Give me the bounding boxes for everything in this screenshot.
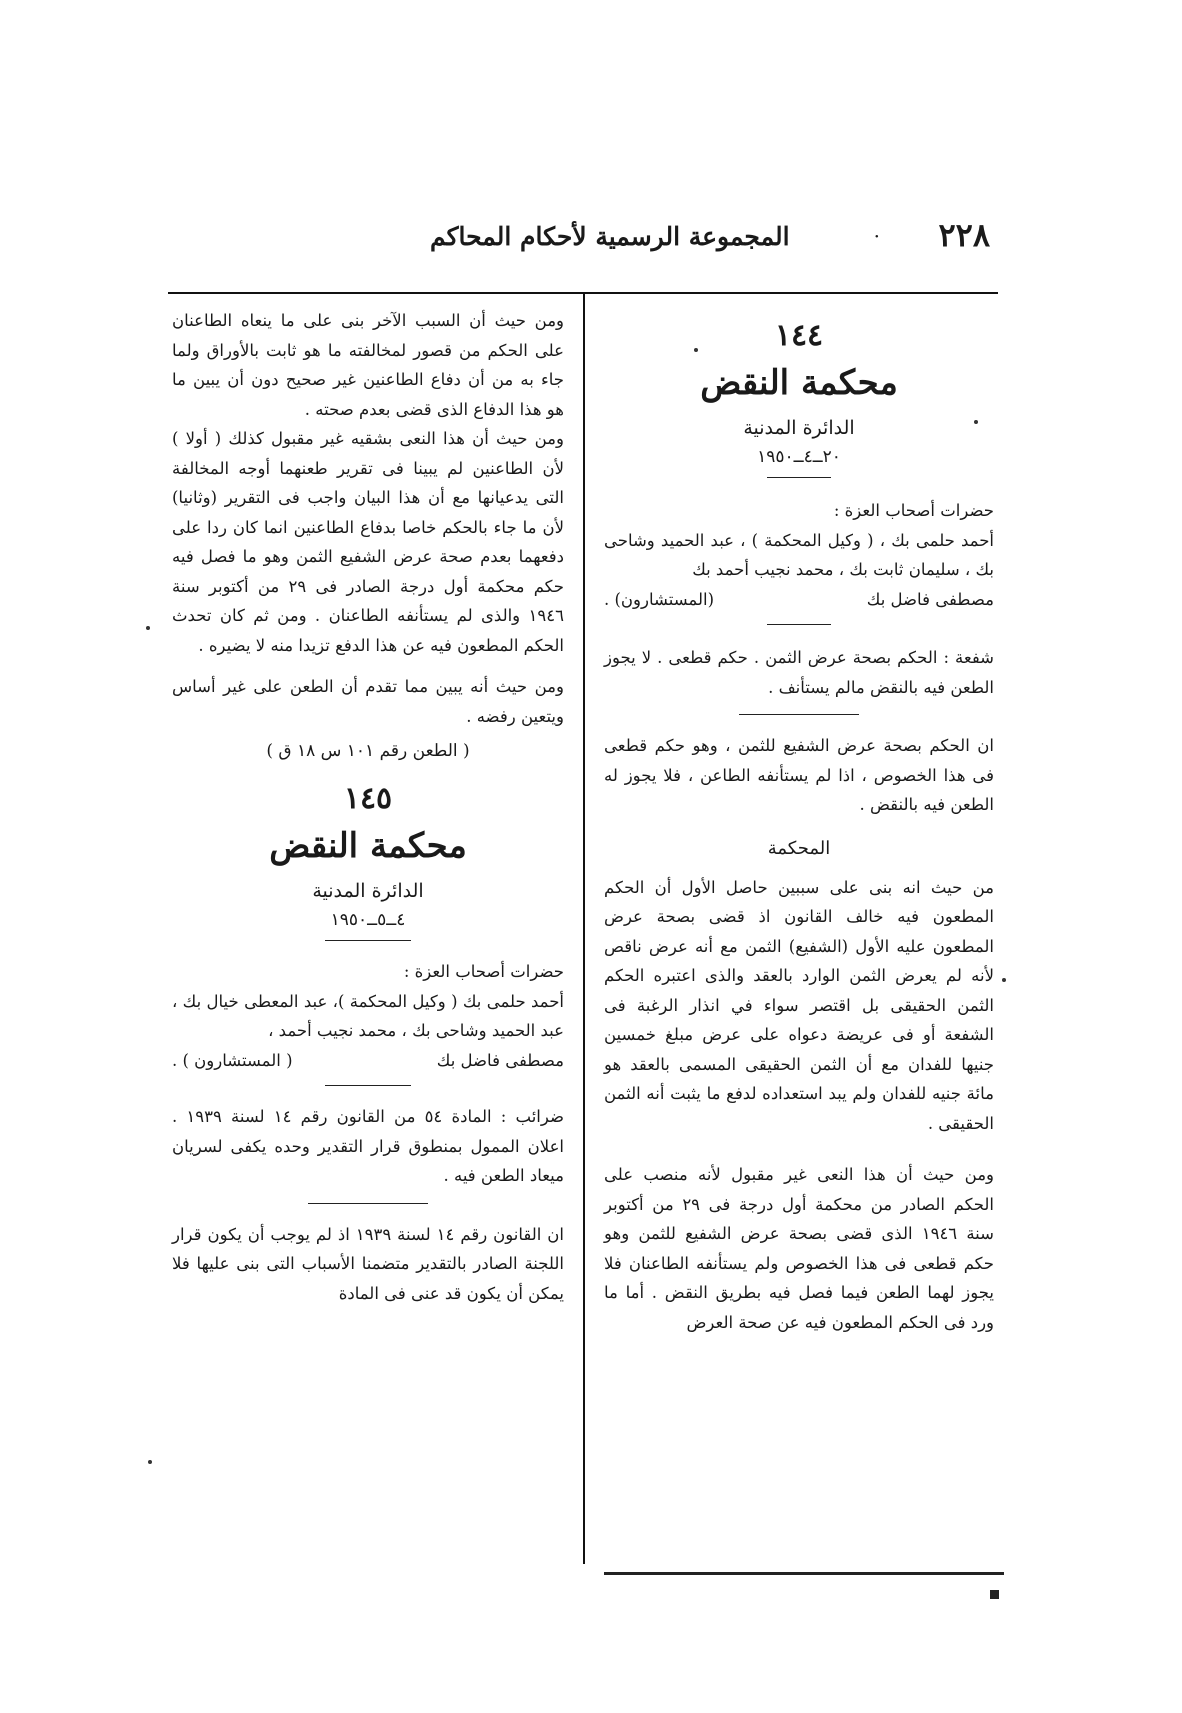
scan-speck (1002, 978, 1006, 982)
members-intro: حضرات أصحاب العزة : (403, 962, 564, 981)
circuit-name: الدائرة المدنية (312, 880, 424, 902)
separator-rule (767, 624, 831, 625)
scan-speck (694, 348, 698, 352)
reasoning-paragraph: من حيث انه بنى على سببين حاصل الأول أن الحكم المطعون فيه خالف القانون اذ قضى بصحة عرض المطعون عليه الأول (الشفيع) الثمن مع أنه عرض ناقص لأنه لم يعرض الثمن الوارد بالعقد والذى اعتبره الحكم الثمن الحقيقى بل اقتصر سواء في انذار الرغبة فى الشفعة أو فى عريضة دعواه على عرض مبلغ خمسين جنيها للفدان مع أن الثمن الحقيقى المسمى بالعقد هو مائة جنيه للفدان ولم يبد استعداده لدفع ما يثبت أنه الثمن الحقيقى . (604, 877, 994, 1133)
page-header (430, 216, 990, 276)
scan-speck (148, 1460, 152, 1464)
separator-rule (767, 477, 831, 478)
scan-speck (146, 626, 150, 630)
members-text: أحمد حلمى بك ، ( وكيل المحكمة ) ، عبد الحميد وشاحى بك ، سليمان ثابت بك ، محمد نجيب أحمد بك (604, 530, 994, 579)
left-column (172, 306, 564, 1308)
summary-text: ضرائب : المادة ٥٤ من القانون رقم ١٤ لسنة ١٩٣٩ . اعلان الممول بمنطوق قرار التقدير وحده يكفى لسريان ميعاد الطعن فيه . (172, 1107, 564, 1185)
conclusion-paragraph: ومن حيث أنه يبين مما تقدم أن الطعن على غير أساس ويتعين رفضه . (172, 677, 564, 726)
reasoning-paragraph: ومن حيث أن هذا النعى بشقيه غير مقبول كذلك ( أولا ) لأن الطاعنين لم يبينا فى تقرير طعنهما أوجه المخالفة التى يدعيانها مع أن هذا البيان واجب فى التقرير (وثانيا) لأن ما جاء بالحكم خاصا بدفاع الطاعنين انما كان ردا على دفعهما بعدم صحة عرض الشفيع الثمن وهو ما فصل فيه حكم محكمة أول درجة الصادر فى ٢٩ من أكتوبر سنة ١٩٤٦ والذى لم يستأنفه الطاعنان . ومن ثم كان تحدث الحكم المطعون فيه عن هذا الدفع تزيدا منه لا يضيره . (172, 429, 564, 655)
members-role: ( المستشارون ) . (172, 1050, 293, 1070)
members-signature-line (172, 1046, 564, 1076)
members-text: أحمد حلمى بك ( وكيل المحكمة )، عبد المعطى خيال بك ، عبد الحميد وشاحى بك ، محمد نجيب أحمد ، (172, 991, 564, 1040)
case-number-144: ١٤٤ (774, 318, 824, 353)
reasoning-paragraph: ومن حيث أن السبب الآخر بنى على ما ينعاه الطاعنان على الحكم من قصور لمخالفته ما هو ثابت بالأوراق ولما جاء به من أن دفاع الطاعنين غير صحيح دون أن يبين ما هو هذا الدفاع الذى قضى بعدم صحته . (172, 311, 564, 419)
court-section-heading: المحكمة (767, 837, 831, 859)
court-title: محكمة النقض (269, 826, 467, 866)
scan-speck (974, 420, 978, 424)
column-divider (583, 294, 585, 1564)
members-last: مصطفى فاضل بك (866, 589, 994, 609)
principle-text: ان الحكم بصحة عرض الشفيع للثمن ، وهو حكم قطعى فى هذا الخصوص ، اذا لم يستأنفه الطاعن ، فلا يجوز له الطعن فيه بالنقض . (604, 736, 994, 814)
separator-rule (325, 1085, 411, 1086)
page-cut-line (604, 1572, 1004, 1575)
separator-rule (308, 1203, 428, 1204)
case-number-145: ١٤٥ (343, 781, 393, 816)
members-role: (المستشارون) . (604, 589, 715, 609)
page-number: ٢٢٨ (938, 216, 990, 254)
judgment-date: ٢٠ــ٤ــ١٩٥٠ (757, 447, 841, 467)
summary-text: شفعة : الحكم بصحة عرض الثمن . حكم قطعى . لا يجوز الطعن فيه بالنقض مالم يستأنف . (604, 648, 994, 697)
court-title: محكمة النقض (700, 363, 898, 403)
running-title: المجموعة الرسمية لأحكام المحاكم (430, 222, 790, 251)
scan-mark (990, 1590, 999, 1599)
members-signature-line (604, 585, 994, 615)
separator-rule (325, 940, 411, 941)
separator-rule (739, 714, 859, 715)
circuit-name: الدائرة المدنية (743, 417, 855, 439)
right-column (604, 306, 994, 1337)
members-intro: حضرات أصحاب العزة : (833, 501, 994, 520)
appeal-reference: ( الطعن رقم ١٠١ س ١٨ ق ) (266, 741, 470, 761)
principle-text: ان القانون رقم ١٤ لسنة ١٩٣٩ اذ لم يوجب أن يكون قرار اللجنة الصادر بالتقدير متضمنا الأسباب التى بنى عليها فلا يمكن أن يكون قد عنى فى المادة (172, 1224, 564, 1303)
judgment-date: ٤ــ٥ــ١٩٥٠ (330, 910, 406, 930)
members-last: مصطفى فاضل بك (436, 1050, 564, 1070)
reasoning-paragraph: ومن حيث أن هذا النعى غير مقبول لأنه منصب على الحكم الصادر من محكمة أول درجة فى ٢٩ من أكتوبر سنة ١٩٤٦ الذى قضى بصحة عرض الشفيع للثمن وهو حكم قطعى فى هذا الخصوص ولم يستأنفه الطاعنان فلا يجوز لهما الطعن فيما فصل فيه بطريق النقض . أما ما ورد فى الحكم المطعون فيه عن صحة العرض (604, 1165, 995, 1332)
header-dot: · (873, 224, 880, 248)
